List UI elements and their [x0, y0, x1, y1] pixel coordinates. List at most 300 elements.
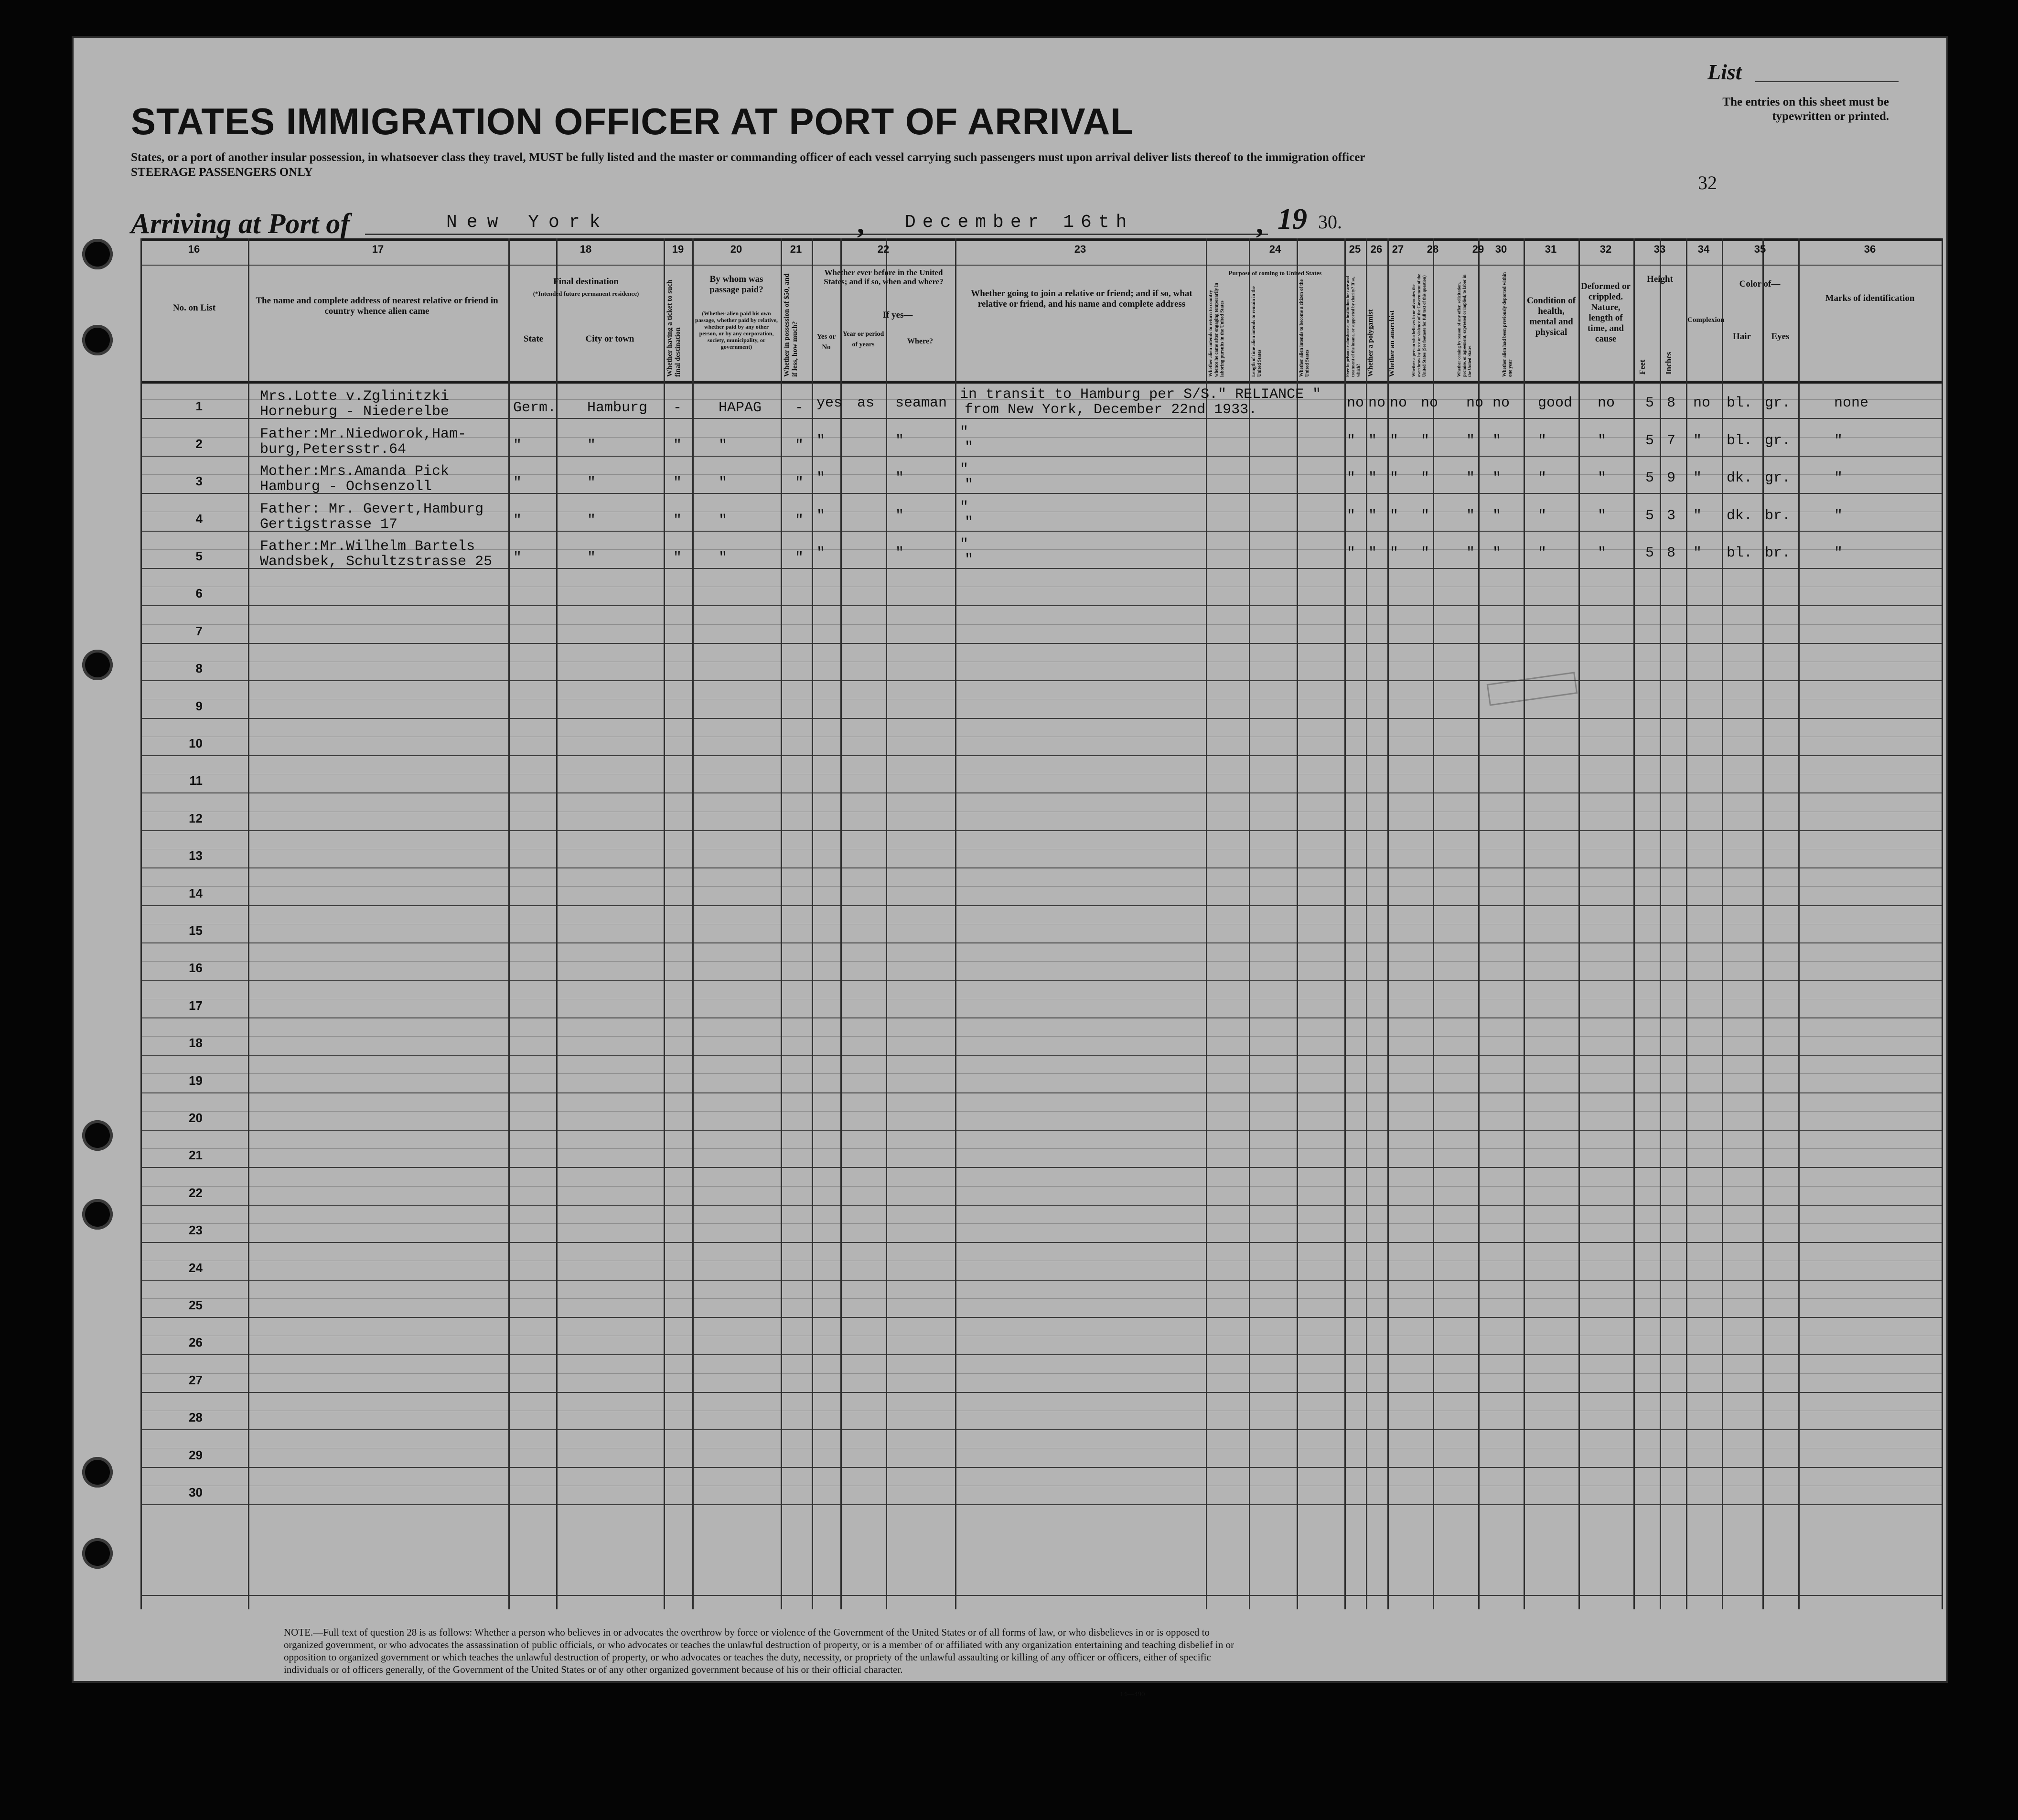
header-color-of: Color of—	[1739, 279, 1781, 289]
column-number: 30	[1495, 243, 1507, 255]
row-rule	[140, 531, 1942, 532]
column-number: 33	[1653, 243, 1666, 255]
height-inches: 8	[1667, 395, 1676, 412]
joining-line-1: "	[960, 461, 969, 478]
joining-line-2: "	[965, 439, 974, 456]
header-hair: Hair	[1733, 332, 1751, 342]
labor-value: "	[1466, 470, 1475, 487]
deported-value: "	[1492, 507, 1502, 524]
overthrow-value: "	[1421, 470, 1430, 487]
row-rule	[140, 1392, 1942, 1393]
row-number: 18	[189, 1036, 203, 1050]
port-value: New York	[446, 212, 610, 233]
row-number: 16	[189, 961, 203, 975]
column-number: 29	[1472, 243, 1484, 255]
ticket-value: -	[673, 400, 682, 417]
header-height: Height	[1647, 274, 1673, 284]
binder-hole	[82, 1120, 113, 1151]
destination-state: "	[513, 475, 522, 492]
header-deported: Whether alien had been previously deported within one year	[1502, 272, 1513, 377]
row-number: 27	[189, 1372, 203, 1387]
row-rule	[140, 1317, 1942, 1318]
prison-value: "	[1347, 545, 1356, 561]
eye-color: br.	[1765, 507, 1791, 524]
col-rule	[1578, 238, 1580, 1609]
form-number: 14—490	[1120, 1691, 1145, 1698]
anarchist-value: "	[1390, 432, 1399, 449]
header-by-whom-note: (Whether alien paid his own passage, whether paid by relative, whether paid by any other person, or by any corporation, society, municipality, or government)	[695, 310, 778, 350]
passage-paid-by: HAPAG	[719, 400, 762, 417]
destination-state: "	[513, 437, 522, 454]
row-number: 23	[189, 1223, 203, 1238]
row-number: 3	[195, 474, 203, 489]
ever-before-yes-no: yes	[816, 395, 843, 412]
eye-color: gr.	[1765, 470, 1791, 487]
header-deformed: Deformed or crippled. Nature, length of time, and cause	[1581, 281, 1631, 344]
row-number: 22	[189, 1185, 203, 1200]
relative-address: Hamburg - Ochsenzoll	[260, 479, 432, 495]
row-number: 10	[189, 736, 203, 750]
complexion-value: "	[1693, 545, 1702, 561]
row-rule	[140, 792, 1942, 793]
row-subrule	[140, 961, 1942, 962]
table-top-rule	[140, 238, 1942, 241]
column-number: 17	[372, 243, 384, 255]
passage-paid-by: "	[719, 475, 728, 492]
row-subrule	[140, 1298, 1942, 1299]
row-rule	[140, 1167, 1942, 1168]
typewritten-instructions: The entries on this sheet must be typewritten or printed.	[1722, 96, 1889, 123]
list-number-line	[1755, 81, 1899, 82]
polygamist-value: "	[1368, 545, 1377, 561]
header-fifty-dollars: Whether in possession of $50, and if less, how much?	[783, 273, 799, 377]
height-inches: 8	[1667, 545, 1676, 561]
header-joining: Whether going to join a relative or friend; and if so, what relative or friend, and his name and complete address	[971, 289, 1192, 309]
column-number: 25	[1349, 243, 1361, 255]
marks-value: "	[1834, 470, 1843, 487]
header-state: State	[523, 334, 544, 344]
deformed-value: no	[1598, 395, 1615, 412]
row-rule	[140, 1429, 1942, 1430]
hair-color: dk.	[1727, 507, 1753, 524]
row-rule	[140, 1242, 1942, 1243]
row-number: 2	[195, 436, 203, 451]
relative-name: Father: Mr. Gevert,Hamburg	[260, 501, 484, 517]
health-value: "	[1538, 432, 1547, 449]
destination-city: Hamburg	[587, 400, 648, 417]
col-rule	[1366, 238, 1367, 1609]
relative-name: Father:Mr.Niedworok,Ham-	[260, 426, 467, 442]
health-value: "	[1538, 507, 1547, 524]
anarchist-value: no	[1390, 395, 1407, 412]
height-inches: 9	[1667, 470, 1676, 487]
col-rule	[1206, 238, 1207, 1609]
row-rule	[140, 830, 1942, 831]
binder-hole	[82, 1457, 113, 1488]
col-rule	[664, 238, 665, 1609]
col-rule	[1344, 238, 1346, 1609]
ever-before-where: "	[895, 507, 904, 524]
col-rule	[1249, 238, 1250, 1609]
comma: ,	[1256, 208, 1263, 239]
column-number: 31	[1545, 243, 1557, 255]
port-line	[365, 234, 934, 235]
overthrow-value: "	[1421, 545, 1430, 561]
col-rule	[508, 238, 510, 1609]
manifest-table	[140, 238, 1942, 1609]
relative-name: Mother:Mrs.Amanda Pick	[260, 463, 450, 480]
column-number: 24	[1269, 243, 1281, 255]
column-number: 36	[1864, 243, 1876, 255]
relative-name: Mrs.Lotte v.Zglinitzki	[260, 388, 450, 405]
list-label: List	[1707, 60, 1742, 84]
header-nearest-relative: The name and complete address of nearest relative or friend in country whence alien came	[256, 296, 498, 316]
joining-line-2: "	[965, 514, 974, 531]
col-rule	[248, 238, 249, 1609]
column-number: 19	[672, 243, 684, 255]
col-rule	[1297, 238, 1298, 1609]
ticket-value: "	[673, 512, 682, 529]
row-rule	[140, 942, 1942, 943]
relative-address: burg,Petersstr.64	[260, 441, 407, 458]
header-where: Where?	[907, 337, 933, 345]
polygamist-value: "	[1368, 470, 1377, 487]
header-years: Year or period of years	[842, 331, 884, 348]
deformed-value: "	[1598, 507, 1607, 524]
passage-paid-by: "	[719, 437, 728, 454]
deported-value: "	[1492, 432, 1502, 449]
hair-color: dk.	[1727, 470, 1753, 487]
row-rule	[140, 1130, 1942, 1131]
column-number: 34	[1697, 243, 1710, 255]
row-subrule	[140, 886, 1942, 887]
column-number: 32	[1599, 243, 1612, 255]
row-number: 4	[195, 511, 203, 526]
column-number: 18	[580, 243, 592, 255]
row-number: 13	[189, 848, 203, 863]
marks-value: none	[1834, 395, 1869, 412]
table-bottom-rule	[140, 1595, 1942, 1596]
eye-color: br.	[1765, 545, 1791, 561]
health-value: "	[1538, 545, 1547, 561]
page-title: STATES IMMIGRATION OFFICER AT PORT OF ARRIVAL	[131, 100, 1134, 142]
row-rule	[140, 1055, 1942, 1056]
header-ticket: Whether having a ticket to such final destination	[666, 279, 682, 377]
labor-value: "	[1466, 507, 1475, 524]
ever-before-where: "	[895, 470, 904, 487]
binder-hole	[82, 1538, 113, 1569]
header-purpose: Purpose of coming to United States	[1228, 269, 1322, 277]
col-rule	[886, 238, 887, 1609]
row-rule	[140, 755, 1942, 756]
complexion-value: "	[1693, 432, 1702, 449]
joining-line-1: "	[960, 536, 969, 553]
polygamist-value: "	[1368, 432, 1377, 449]
fifty-dollars-value: "	[795, 475, 804, 492]
hair-color: bl.	[1727, 545, 1753, 561]
col-rule	[1762, 238, 1764, 1609]
destination-state: "	[513, 512, 522, 529]
date-line	[886, 234, 1268, 235]
row-rule	[140, 980, 1942, 981]
header-purpose-citizen: Whether alien intends to become a citizen of the United States	[1299, 279, 1310, 377]
height-feet: 5	[1645, 545, 1654, 561]
header-polygamist: Whether a polygamist	[1367, 309, 1374, 377]
deformed-value: "	[1598, 545, 1607, 561]
row-rule	[140, 1354, 1942, 1355]
header-feet: Feet	[1638, 359, 1647, 375]
row-rule	[140, 718, 1942, 719]
destination-state: Germ.	[513, 400, 557, 417]
prison-value: "	[1347, 507, 1356, 524]
marks-value: "	[1834, 507, 1843, 524]
marks-value: "	[1834, 432, 1843, 449]
binder-hole	[82, 1199, 113, 1230]
joining-line-1: "	[960, 499, 969, 515]
binder-hole	[82, 650, 113, 680]
deported-value: "	[1492, 545, 1502, 561]
eye-color: gr.	[1765, 395, 1791, 412]
ever-before-where: seaman	[895, 395, 947, 412]
column-number: 26	[1370, 243, 1383, 255]
col-rule	[1433, 238, 1434, 1609]
row-subrule	[140, 624, 1942, 625]
column-number: 27	[1392, 243, 1404, 255]
row-rule	[140, 1467, 1942, 1468]
height-feet: 5	[1645, 395, 1654, 412]
col-rule	[1722, 238, 1723, 1609]
row-number: 24	[189, 1260, 203, 1275]
joining-line-2: "	[965, 477, 974, 493]
anarchist-value: "	[1390, 507, 1399, 524]
col-rule	[1686, 238, 1687, 1609]
row-rule	[140, 1017, 1942, 1018]
col-rule	[840, 238, 842, 1609]
header-final-destination-note: (*Intended future permanent residence)	[533, 290, 639, 297]
column-number: 20	[730, 243, 742, 255]
header-bottom-rule	[140, 381, 1942, 384]
ticket-value: "	[673, 475, 682, 492]
row-number: 28	[189, 1410, 203, 1425]
header-marks: Marks of identification	[1825, 293, 1915, 303]
year-suffix: 30.	[1318, 211, 1342, 233]
polygamist-value: "	[1368, 507, 1377, 524]
prison-value: "	[1347, 470, 1356, 487]
fifty-dollars-value: "	[795, 550, 804, 566]
row-number: 29	[189, 1447, 203, 1462]
row-subrule	[140, 1111, 1942, 1112]
relative-address: Horneburg - Niederelbe	[260, 404, 450, 420]
relative-address: Gertigstrasse 17	[260, 516, 398, 533]
overthrow-value: "	[1421, 432, 1430, 449]
header-city: City or town	[585, 334, 634, 344]
faint-stamp	[1487, 672, 1578, 706]
fifty-dollars-value: "	[795, 512, 804, 529]
header-purpose-return: Whether alien intends to return to country whence he came after engaging temporarily in laboring pursuits in the United States	[1208, 283, 1225, 377]
deported-value: no	[1492, 395, 1510, 412]
row-number: 8	[195, 661, 203, 676]
ever-before-yes-no: "	[816, 545, 826, 561]
ever-before-yes-no: "	[816, 470, 826, 487]
labor-value: no	[1466, 395, 1484, 412]
col-rule	[1524, 238, 1525, 1609]
relative-name: Father:Mr.Wilhelm Bartels	[260, 538, 475, 555]
header-yes-no: Yes or No	[816, 333, 836, 351]
fine-print-line-1: States, or a port of another insular possession, in whatsoever class they travel, MUST be fully listed and the master or commanding officer of each vessel carrying such passengers must upon arrival deliver lists thereof to the immigration officer	[131, 151, 1365, 164]
row-number: 11	[189, 773, 203, 788]
row-rule	[140, 867, 1942, 868]
health-value: "	[1538, 470, 1547, 487]
ticket-value: "	[673, 437, 682, 454]
year-prefix: 19	[1277, 203, 1307, 236]
binder-hole	[82, 325, 113, 355]
health-value: good	[1538, 395, 1573, 412]
header-eyes: Eyes	[1771, 332, 1790, 342]
col-rule	[1478, 238, 1480, 1609]
destination-city: "	[587, 512, 596, 529]
header-purpose-length: Length of time alien intends to remain in the United States	[1251, 286, 1262, 377]
eye-color: gr.	[1765, 432, 1791, 449]
header-no-on-list: No. on List	[172, 303, 216, 313]
ticket-value: "	[673, 550, 682, 566]
anarchist-value: "	[1390, 545, 1399, 561]
column-number: 16	[188, 243, 200, 255]
prison-value: no	[1347, 395, 1364, 412]
row-number: 15	[189, 923, 203, 938]
height-feet: 5	[1645, 432, 1654, 449]
row-rule	[140, 1280, 1942, 1281]
col-rule	[812, 238, 813, 1609]
header-ever-before: Whether ever before in the United States; and if so, when and where?	[824, 268, 944, 286]
row-number: 5	[195, 549, 203, 563]
row-rule	[140, 905, 1942, 906]
fine-print-line-2: STEERAGE PASSENGERS ONLY	[131, 166, 313, 179]
deported-value: "	[1492, 470, 1502, 487]
row-subrule	[140, 1186, 1942, 1187]
complexion-value: no	[1693, 395, 1711, 412]
row-number: 19	[189, 1073, 203, 1088]
row-rule	[140, 605, 1942, 606]
col-rule	[1633, 238, 1635, 1609]
joining-line-1: in transit to Hamburg per S/S." RELIANCE "	[960, 386, 1321, 403]
anarchist-value: "	[1390, 470, 1399, 487]
row-number: 21	[189, 1148, 203, 1163]
row-rule	[140, 1092, 1942, 1093]
arriving-label: Arriving at Port of	[131, 208, 350, 239]
ever-before-yes-no: "	[816, 432, 826, 449]
column-number: 28	[1427, 243, 1439, 255]
row-rule	[140, 1205, 1942, 1206]
row-subrule	[140, 1073, 1942, 1074]
col-rule	[556, 238, 558, 1609]
labor-value: "	[1466, 432, 1475, 449]
row-number: 7	[195, 623, 203, 638]
footnote: NOTE.—Full text of question 28 is as follows: Whether a person who believes in or advocates the overthrow by force or violence of the Government of the United States or of all forms of law, or who disbelieves in or is opposed to organized government, or who advocates the assassination of public officials, or who advocates or teaches the unlawful destruction of property, or is a member of or affiliated with any organization entertaining and teaching disbelief in or opposition to organized government or which teaches the unlawful destruction of property, or who advocates or teaches the duty, necessity, or propriety of the unlawful assaulting or killing of any officer or officers, either of specific individuals or of officers generally, of the Government of the United States or of any other organized government because of his or their official character.	[284, 1627, 1234, 1675]
col-rule	[1387, 238, 1389, 1609]
header-if-yes: If yes—	[882, 310, 913, 320]
page-number: 32	[1698, 172, 1717, 193]
comma: ,	[857, 208, 864, 239]
column-number: 21	[790, 243, 802, 255]
destination-city: "	[587, 475, 596, 492]
column-number: 22	[877, 243, 890, 255]
row-number: 1	[195, 399, 203, 414]
header-health: Condition of health, mental and physical	[1527, 296, 1576, 337]
hair-color: bl.	[1727, 395, 1753, 412]
row-rule	[140, 456, 1942, 457]
complexion-value: "	[1693, 507, 1702, 524]
header-by-whom: By whom was passage paid?	[709, 274, 763, 295]
row-subrule	[140, 1373, 1942, 1374]
fifty-dollars-value: -	[795, 400, 804, 417]
row-number: 26	[189, 1335, 203, 1350]
column-number: 23	[1074, 243, 1086, 255]
height-inches: 3	[1667, 507, 1676, 524]
ever-before-where: "	[895, 545, 904, 561]
labor-value: "	[1466, 545, 1475, 561]
row-number: 6	[195, 586, 203, 601]
header-overthrow: Whether a person who believes in or advocates the overthrow by force or violence of the Government of the United States (See footnote for full text of this question)	[1411, 274, 1427, 377]
prison-value: "	[1347, 432, 1356, 449]
manifest-sheet	[72, 36, 1948, 1698]
row-rule	[140, 680, 1942, 681]
overthrow-value: "	[1421, 507, 1430, 524]
passage-paid-by: "	[719, 512, 728, 529]
height-inches: 7	[1667, 432, 1676, 449]
joining-line-1: "	[960, 424, 969, 440]
marks-value: "	[1834, 545, 1843, 561]
header-labor: Whether coming by reason of any offer, solicitation, promise, or agreement, expressed or implied, to labor in the United States	[1457, 274, 1472, 377]
row-rule	[140, 643, 1942, 644]
header-inches: Inches	[1664, 352, 1673, 375]
relative-address: Wandsbek, Schultzstrasse 25	[260, 554, 493, 570]
col-rule	[1798, 238, 1800, 1609]
header-final-destination: Final destination	[553, 277, 619, 287]
ever-before-years: as	[857, 395, 875, 412]
row-number: 9	[195, 698, 203, 713]
polygamist-value: no	[1368, 395, 1386, 412]
row-subrule	[140, 1148, 1942, 1149]
column-number: 35	[1754, 243, 1766, 255]
header-anarchist: Whether an anarchist	[1388, 310, 1396, 377]
destination-city: "	[587, 550, 596, 566]
row-number: 25	[189, 1298, 203, 1312]
col-rule	[692, 238, 694, 1609]
joining-line-2: "	[965, 552, 974, 568]
fine-print	[131, 150, 1365, 180]
date-value: December 16th	[905, 212, 1134, 233]
header-complexion: Complexion	[1687, 316, 1725, 324]
row-number: 17	[189, 998, 203, 1013]
height-feet: 5	[1645, 470, 1654, 487]
complexion-value: "	[1693, 470, 1702, 487]
binder-hole	[82, 239, 113, 269]
row-subrule	[140, 1223, 1942, 1224]
col-rule	[781, 238, 782, 1609]
overthrow-value: no	[1421, 395, 1438, 412]
height-feet: 5	[1645, 507, 1654, 524]
destination-city: "	[587, 437, 596, 454]
deformed-value: "	[1598, 432, 1607, 449]
row-number: 30	[189, 1485, 203, 1499]
row-number: 12	[189, 811, 203, 825]
header-prison: Ever in prison or almshouse, or institution for care and treatment of the insane, or supported by charity? If so, which?	[1345, 276, 1361, 377]
column-number-rule	[140, 265, 1942, 266]
row-subrule	[140, 1036, 1942, 1037]
col-rule	[1660, 238, 1661, 1609]
row-number: 14	[189, 886, 203, 900]
row-rule	[140, 1504, 1942, 1505]
